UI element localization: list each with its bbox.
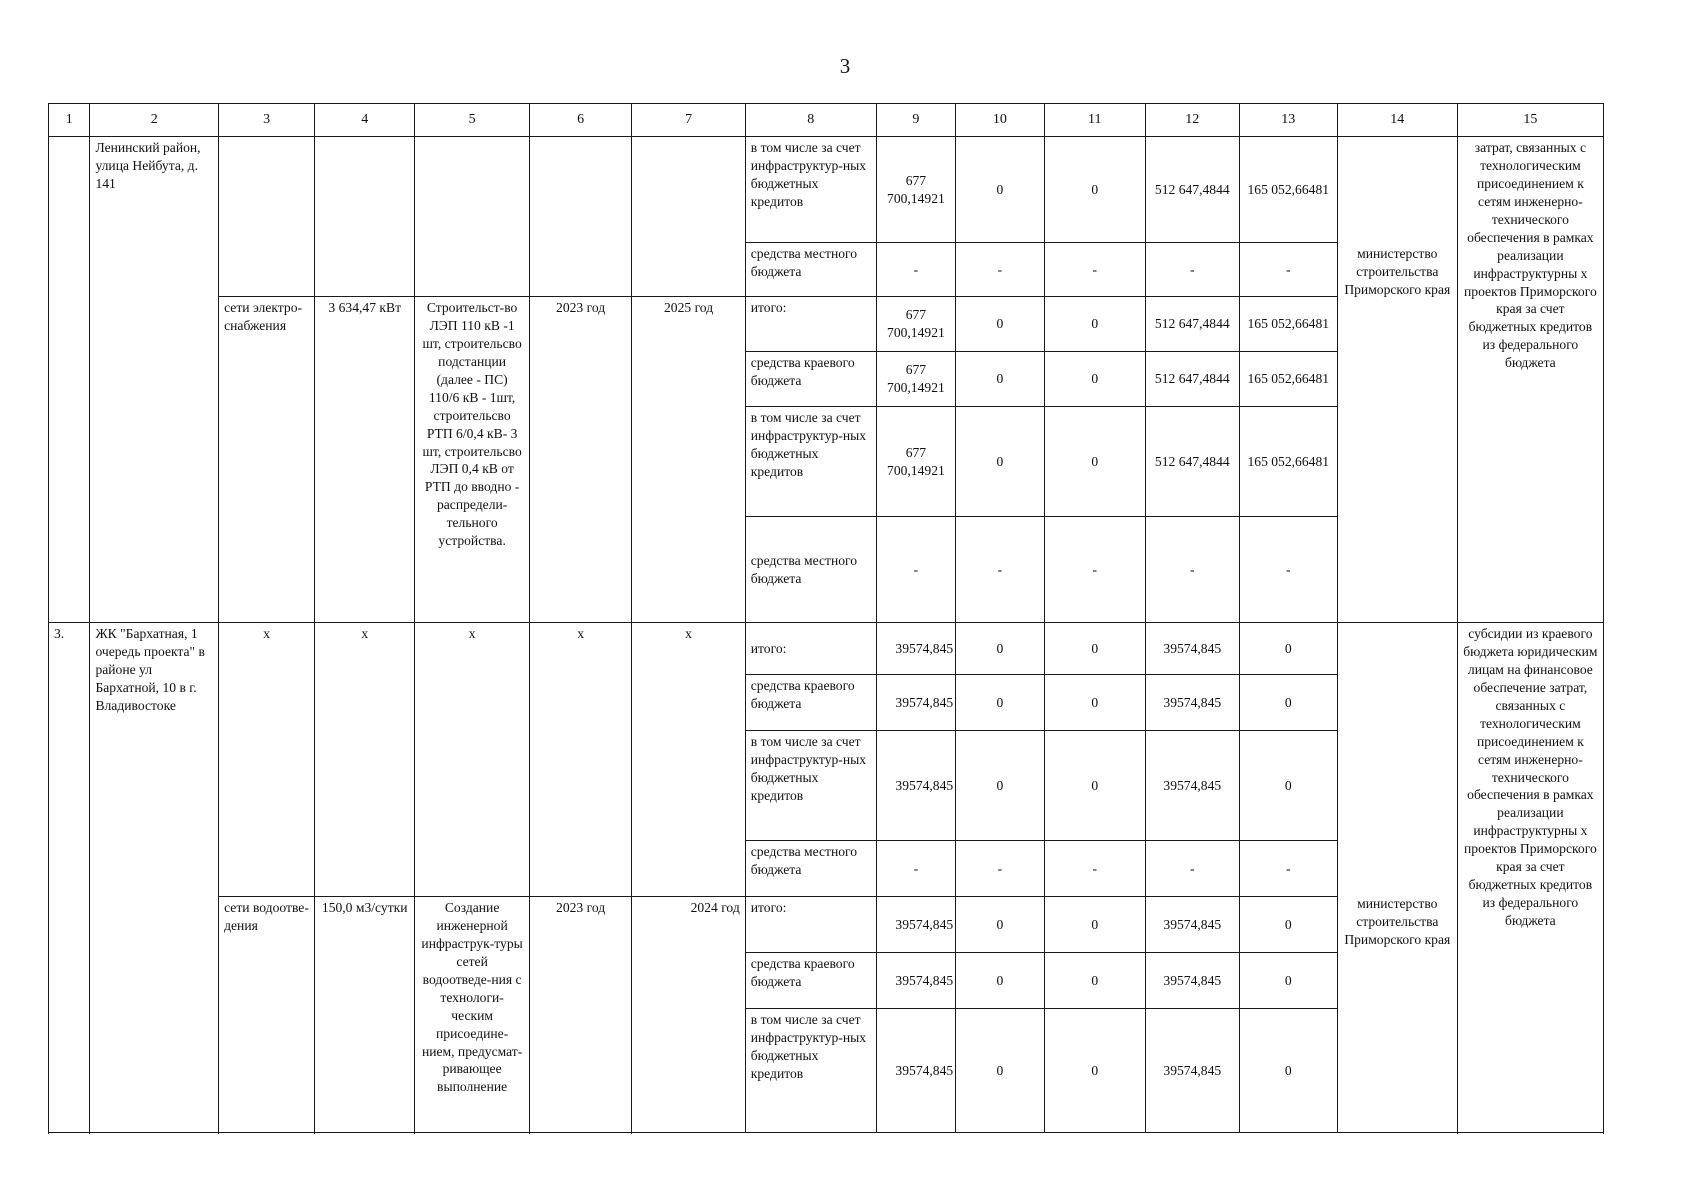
header-cell: 6: [529, 104, 632, 137]
amount-2022: 0: [1044, 297, 1145, 352]
amount-2021: 0: [956, 1009, 1044, 1133]
amount-total: 39574,845: [876, 731, 956, 841]
amount-2022: -: [1044, 841, 1145, 897]
amount-2022: 0: [1044, 1009, 1145, 1133]
amount-2023: 39574,845: [1145, 1009, 1239, 1133]
source-cell: средства местного бюджета: [745, 841, 876, 897]
description-cell: Строительст-во ЛЭП 110 кВ -1 шт, строительсво подстанции (далее - ПС) 110/6 кВ - 1шт, строительсво РТП 6/0,4 кВ- 3 шт, строительсво ЛЭП 0,4 кВ от РТП до вводно - распредели-тельного устройства.: [415, 297, 529, 623]
amount-2021: -: [956, 841, 1044, 897]
ministry-cell: министерство строительства Приморского края: [1337, 623, 1457, 1133]
network-type-cell: х: [219, 623, 315, 897]
amount-2023: 39574,845: [1145, 953, 1239, 1009]
amount-2022: 0: [1044, 897, 1145, 953]
start-year-cell: 2023 год: [529, 897, 632, 1133]
end-year-cell: 2024 год: [632, 897, 745, 1133]
page-number: 3: [839, 54, 851, 78]
source-cell: итого:: [745, 897, 876, 953]
purpose-cell: субсидии из краевого бюджета юридическим лицам на финансовое обеспечение затрат, связанных с технологическим присоединением к сетям инженерно-технического обеспечения в рамках реализации инфраструктурны х проектов Приморского края за счет бюджетных кредитов из федерального бюджета: [1457, 623, 1603, 1133]
amount-2022: 0: [1044, 953, 1145, 1009]
column-number-row: [49, 104, 1604, 137]
source-cell: в том числе за счет инфраструктур-ных бюджетных кредитов: [745, 731, 876, 841]
source-cell: в том числе за счет инфраструктур-ных бюджетных кредитов: [745, 407, 876, 517]
table-row: [49, 623, 1604, 675]
source-cell: средства краевого бюджета: [745, 352, 876, 407]
header-cell: 7: [632, 104, 745, 137]
amount-2023: 512 647,4844: [1145, 352, 1239, 407]
amount-total: 39574,845: [876, 623, 956, 675]
header-cell: 10: [956, 104, 1044, 137]
amount-total: 39574,845: [876, 1009, 956, 1133]
amount-2024: -: [1239, 243, 1337, 297]
amount-2021: -: [956, 243, 1044, 297]
source-cell: итого:: [745, 623, 876, 675]
amount-2021: 0: [956, 352, 1044, 407]
amount-2023: 512 647,4844: [1145, 137, 1239, 243]
header-cell: 3: [219, 104, 315, 137]
amount-2021: 0: [956, 297, 1044, 352]
amount-total: -: [876, 841, 956, 897]
amount-2023: 39574,845: [1145, 731, 1239, 841]
amount-total: -: [876, 243, 956, 297]
start-year-cell: х: [529, 623, 632, 897]
amount-2021: 0: [956, 953, 1044, 1009]
amount-2024: 0: [1239, 731, 1337, 841]
source-cell: средства местного бюджета: [745, 243, 876, 297]
source-cell: итого:: [745, 297, 876, 352]
amount-2023: 39574,845: [1145, 675, 1239, 731]
amount-2022: 0: [1044, 731, 1145, 841]
amount-2024: 165 052,66481: [1239, 297, 1337, 352]
amount-2024: 0: [1239, 623, 1337, 675]
amount-total: 39574,845: [876, 897, 956, 953]
financing-table: [48, 103, 1604, 1133]
header-cell: 13: [1239, 104, 1337, 137]
amount-2023: 512 647,4844: [1145, 407, 1239, 517]
amount-2022: 0: [1044, 137, 1145, 243]
description-cell: х: [415, 623, 529, 897]
row-number-cell: 3.: [49, 623, 90, 1133]
amount-total: 677 700,14921: [876, 352, 956, 407]
amount-2022: -: [1044, 243, 1145, 297]
header-cell: 15: [1457, 104, 1603, 137]
amount-total: 677 700,14921: [876, 407, 956, 517]
ministry-cell: министерство строительства Приморского края: [1337, 137, 1457, 623]
table-row: [49, 137, 1604, 243]
source-cell: в том числе за счет инфраструктур-ных бюджетных кредитов: [745, 137, 876, 243]
amount-2021: 0: [956, 407, 1044, 517]
amount-2021: 0: [956, 623, 1044, 675]
amount-total: 677 700,14921: [876, 297, 956, 352]
header-cell: 11: [1044, 104, 1145, 137]
end-year-cell: х: [632, 623, 745, 897]
source-cell: средства краевого бюджета: [745, 675, 876, 731]
object-name-cell: ЖК "Бархатная, 1 очередь проекта" в районе ул Бархатной, 10 в г. Владивостоке: [90, 623, 219, 1133]
amount-2023: -: [1145, 517, 1239, 623]
description-cell: Создание инженерной инфраструк-туры сетей водоотведе-ния с технологи-ческим присоедине-нием, предусмат-ривающее выполнение: [415, 897, 529, 1133]
start-year-cell: 2023 год: [529, 297, 632, 623]
amount-2024: -: [1239, 517, 1337, 623]
amount-2024: 165 052,66481: [1239, 352, 1337, 407]
amount-2024: 0: [1239, 1009, 1337, 1133]
source-cell: в том числе за счет инфраструктур-ных бюджетных кредитов: [745, 1009, 876, 1133]
amount-2021: 0: [956, 731, 1044, 841]
object-name-cell: Ленинский район, улица Нейбута, д. 141: [90, 137, 219, 623]
header-cell: 9: [876, 104, 956, 137]
amount-2024: 0: [1239, 675, 1337, 731]
header-cell: 4: [315, 104, 415, 137]
amount-2021: 0: [956, 897, 1044, 953]
amount-2022: 0: [1044, 407, 1145, 517]
amount-2024: -: [1239, 841, 1337, 897]
header-cell: 2: [90, 104, 219, 137]
amount-2023: 39574,845: [1145, 623, 1239, 675]
network-type-cell: сети водоотве-дения: [219, 897, 315, 1133]
header-cell: 1: [49, 104, 90, 137]
amount-2023: 512 647,4844: [1145, 297, 1239, 352]
amount-2024: 0: [1239, 953, 1337, 1009]
amount-total: 39574,845: [876, 953, 956, 1009]
amount-2024: 0: [1239, 897, 1337, 953]
end-year-cell: 2025 год: [632, 297, 745, 623]
amount-2021: 0: [956, 675, 1044, 731]
source-cell: средства местного бюджета: [745, 517, 876, 623]
capacity-cell: х: [315, 623, 415, 897]
amount-2023: 39574,845: [1145, 897, 1239, 953]
amount-2022: 0: [1044, 675, 1145, 731]
amount-total: 677 700,14921: [876, 137, 956, 243]
header-cell: 8: [745, 104, 876, 137]
amount-2022: 0: [1044, 623, 1145, 675]
amount-2024: 165 052,66481: [1239, 137, 1337, 243]
amount-2024: 165 052,66481: [1239, 407, 1337, 517]
capacity-cell: 3 634,47 кВт: [315, 297, 415, 623]
row-number-cell: [49, 137, 90, 623]
source-cell: средства краевого бюджета: [745, 953, 876, 1009]
amount-2022: -: [1044, 517, 1145, 623]
amount-total: -: [876, 517, 956, 623]
amount-2023: -: [1145, 243, 1239, 297]
capacity-cell: 150,0 м3/сутки: [315, 897, 415, 1133]
header-cell: 5: [415, 104, 529, 137]
purpose-cell: затрат, связанных с технологическим присоединением к сетям инженерно-технического обеспечения в рамках реализации инфраструктурны х проектов Приморского края за счет бюджетных кредитов из федерального бюджета: [1457, 137, 1603, 623]
header-cell: 12: [1145, 104, 1239, 137]
network-type-cell: сети электро-снабжения: [219, 297, 315, 623]
amount-2022: 0: [1044, 352, 1145, 407]
header-cell: 14: [1337, 104, 1457, 137]
amount-2021: -: [956, 517, 1044, 623]
amount-2021: 0: [956, 137, 1044, 243]
amount-total: 39574,845: [876, 675, 956, 731]
amount-2023: -: [1145, 841, 1239, 897]
